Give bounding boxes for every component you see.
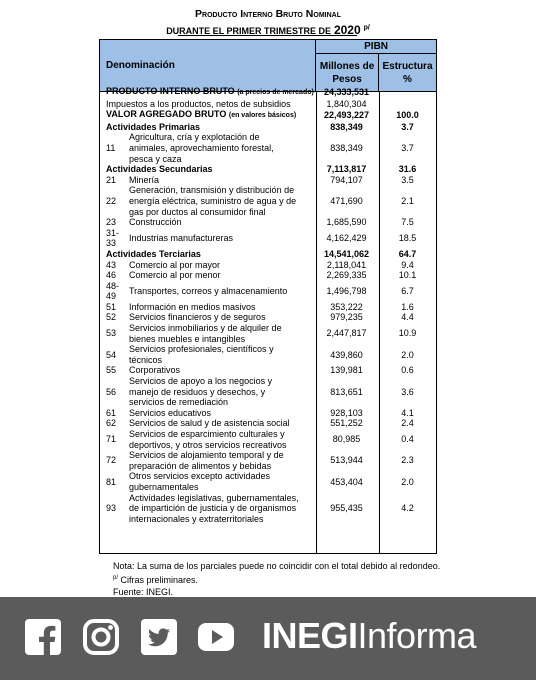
table-row (99, 365, 437, 376)
value-millones-pesos: 353,222 (330, 301, 363, 312)
table-row (99, 429, 437, 450)
value-millones-pesos: 7,113,817 (326, 164, 367, 175)
activity-name-line: Minería (129, 174, 160, 185)
total-row (99, 109, 437, 122)
brand-inegi: INEGI (262, 615, 358, 656)
activity-name (129, 344, 315, 365)
value-estructura-pct: 7.5 (401, 217, 414, 228)
value-millones-pesos: 4,162,429 (326, 233, 367, 244)
value-estructura-pct: 1.6 (401, 301, 414, 312)
header-pibn: PIBN (316, 40, 437, 54)
value-millones-pesos: 2,447,817 (326, 328, 367, 339)
activity-name-line: Servicios de alojamiento temporal y de (129, 450, 284, 461)
table-row (99, 175, 437, 186)
row-label-text: PRODUCTO INTERNO BRUTO (106, 86, 235, 96)
activity-code: 22 (106, 195, 117, 206)
activity-name-line: de impartición de justicia y de organismos (129, 503, 297, 514)
value-estructura-pct: 0.6 (401, 365, 414, 376)
table-row (99, 132, 437, 164)
activity-code: 48-49 (106, 280, 120, 302)
activity-code: 93 (106, 503, 117, 514)
row-label (99, 164, 315, 175)
activity-name (129, 376, 315, 408)
activity-name (129, 217, 315, 228)
activity-code: 51 (106, 301, 117, 312)
value-millones-pesos: 551,252 (330, 418, 363, 429)
activity-code: 72 (106, 455, 117, 466)
table-row (99, 323, 437, 344)
title-line-1: Producto Interno Bruto Nominal (195, 8, 341, 20)
row-label-text: Actividades Terciarias (106, 248, 201, 259)
activity-code: 54 (106, 349, 117, 360)
table-row (99, 312, 437, 323)
value-estructura-pct: 4.4 (401, 312, 414, 323)
table-notes (113, 561, 440, 598)
activity-name-line: Actividades legislativas, gubernamentales, (129, 492, 299, 503)
table-row (99, 418, 437, 429)
activity-name (129, 408, 315, 419)
value-millones-pesos: 979,235 (330, 312, 363, 323)
activity-name (129, 302, 315, 313)
table-row (99, 493, 437, 525)
note-rounding: Nota: La suma de los parciales puede no coincidir con el total debido al redondeo. (113, 561, 441, 571)
brand-informa: Informa (357, 615, 477, 656)
header-pct-line-2: % (403, 73, 412, 85)
value-estructura-pct: 64.7 (398, 248, 417, 259)
activity-name-line: Corporativos (129, 365, 181, 376)
value-estructura-pct: 10.9 (398, 328, 417, 339)
value-estructura-pct: 18.5 (398, 233, 417, 244)
header-value-line-2: Pesos (332, 73, 362, 85)
activity-name-line: gas por ductos al consumidor final (129, 206, 266, 217)
value-estructura-pct: 3.7 (401, 142, 414, 153)
activity-name-line: bienes muebles e intangibles (129, 333, 246, 344)
table-row (99, 260, 437, 271)
table-row (99, 217, 437, 228)
activity-name (129, 418, 315, 429)
title-year: 2020 (333, 23, 361, 37)
value-millones-pesos: 838,349 (330, 142, 363, 153)
activity-code: 21 (106, 174, 117, 185)
section-row (99, 249, 437, 260)
activity-name-line: Servicios de esparcimiento culturales y (129, 429, 285, 439)
activity-code: 31-33 (106, 227, 120, 249)
title-line-2: DURANTE EL PRIMER TRIMESTRE DE (166, 26, 332, 36)
table-row (99, 376, 437, 408)
value-millones-pesos: 2,118,041 (326, 259, 367, 270)
value-estructura-pct: 2.4 (401, 418, 414, 429)
activity-name-line: deportivos, y otros servicios recreativos (129, 439, 287, 450)
title-underline (178, 35, 357, 36)
activity-name-line: Información en medios masivos (129, 301, 256, 312)
value-millones-pesos: 813,651 (330, 386, 363, 397)
table-header (99, 39, 437, 92)
activity-name-line: Generación, transmisión y distribución de (129, 185, 295, 196)
activity-name-line: Industrias manufactureras (129, 233, 234, 244)
activity-name-line: Agricultura, cría y explotación de (129, 132, 260, 143)
value-estructura-pct: 2.0 (401, 476, 414, 487)
value-millones-pesos: 928,103 (330, 407, 363, 418)
value-estructura-pct: 31.6 (398, 164, 417, 175)
table-row (99, 344, 437, 365)
header-denominacion: Denominación (100, 40, 316, 92)
activity-name (129, 260, 315, 271)
header-value-line-1: Millones de (319, 60, 375, 72)
row-label (99, 122, 315, 133)
activity-name-line: manejo de residuos y desechos, y (129, 386, 266, 397)
activity-name (129, 233, 315, 244)
value-millones-pesos: 838,349 (330, 121, 363, 132)
title-superscript: p/ (363, 24, 370, 32)
table-row (99, 185, 437, 217)
activity-name-line: técnicos (129, 354, 163, 365)
row-label-text: Actividades Primarias (106, 121, 201, 132)
note-preliminary-mark: p/ (113, 574, 119, 581)
activity-code: 61 (106, 407, 117, 418)
activity-name-line: Comercio al por menor (129, 270, 221, 281)
instagram-icon[interactable] (82, 618, 120, 656)
activity-code: 52 (106, 312, 117, 323)
activity-code: 62 (106, 418, 117, 429)
activity-name (129, 286, 315, 297)
activity-name-line: pesca y caza (129, 153, 182, 164)
table-row (99, 471, 437, 492)
row-label-text: Impuestos a los productos, netos de subsidios (106, 98, 291, 109)
value-millones-pesos: 439,860 (330, 349, 363, 360)
value-estructura-pct: 3.6 (401, 386, 414, 397)
facebook-icon[interactable] (24, 618, 62, 656)
activity-name-line: animales, aprovechamiento forestal, (129, 142, 274, 153)
activity-name-line: servicios de remediación (129, 397, 229, 408)
table-row (99, 99, 437, 110)
activity-name (129, 450, 315, 471)
activity-name (129, 175, 315, 186)
section-row (99, 122, 437, 133)
activity-name-line: Servicios profesionales, científicos y (129, 344, 274, 355)
value-millones-pesos: 955,435 (330, 503, 363, 514)
value-estructura-pct: 4.1 (401, 407, 414, 418)
activity-name-line: Construcción (129, 217, 182, 228)
total-row (99, 86, 437, 99)
activity-name-line: gubernamentales (129, 481, 199, 492)
activity-name-line: preparación de alimentos y bebidas (129, 460, 272, 471)
activity-name (129, 471, 315, 492)
twitter-icon[interactable] (140, 618, 178, 656)
row-label-note: (en valores básicos) (228, 112, 297, 120)
value-estructura-pct: 10.1 (398, 270, 417, 281)
row-label (99, 109, 315, 122)
value-millones-pesos: 1,840,304 (326, 98, 367, 109)
table-row (99, 408, 437, 419)
note-preliminary-text: Cifras preliminares. (120, 574, 199, 585)
value-millones-pesos: 471,690 (330, 195, 363, 206)
value-millones-pesos: 1,496,798 (326, 285, 367, 296)
youtube-icon[interactable] (197, 618, 235, 656)
inegi-informa-logo[interactable] (262, 615, 476, 657)
row-label-text: Actividades Secundarias (106, 164, 213, 175)
table-row (99, 228, 437, 249)
row-label-note: (a precios de mercado) (237, 89, 314, 96)
value-millones-pesos: 22,493,227 (323, 110, 370, 121)
activity-code: 23 (106, 217, 117, 228)
value-millones-pesos: 453,404 (330, 476, 363, 487)
activity-name (129, 185, 315, 217)
value-estructura-pct: 3.7 (401, 121, 414, 132)
row-label-text: VALOR AGREGADO BRUTO (106, 109, 227, 120)
activity-name-line: Servicios de apoyo a los negocios y (129, 376, 273, 387)
activity-code: 81 (106, 476, 117, 487)
value-millones-pesos: 80,985 (332, 434, 361, 445)
activity-name (129, 323, 315, 344)
activity-code: 71 (106, 434, 117, 445)
activity-code: 56 (106, 386, 117, 397)
activity-name-line: Transportes, correos y almacenamiento (129, 285, 288, 296)
activity-name (129, 270, 315, 281)
value-millones-pesos: 513,944 (330, 455, 363, 466)
activity-name (129, 132, 315, 164)
value-estructura-pct: 2.1 (401, 195, 414, 206)
activity-code: 55 (106, 365, 117, 376)
note-preliminary (113, 573, 440, 587)
table-row (99, 270, 437, 281)
value-millones-pesos: 24,333,531 (323, 87, 370, 97)
activity-code: 11 (106, 142, 116, 153)
activity-name (129, 365, 315, 376)
activity-name (129, 312, 315, 323)
table-body (99, 86, 437, 524)
activity-code: 46 (106, 270, 117, 281)
value-millones-pesos: 1,685,590 (326, 217, 367, 228)
value-estructura-pct: 6.7 (401, 285, 414, 296)
value-millones-pesos: 139,981 (330, 365, 363, 376)
activity-name-line: Otros servicios excepto actividades (129, 471, 271, 482)
table-row (99, 450, 437, 471)
activity-name-line: Servicios de salud y de asistencia social (129, 418, 290, 429)
row-label (99, 86, 315, 99)
value-millones-pesos: 2,269,335 (326, 270, 367, 281)
note-source: Fuente: INEGI. (113, 586, 174, 597)
value-estructura-pct: 2.3 (401, 455, 414, 466)
activity-name-line: Servicios inmobiliarios y de alquiler de (129, 323, 282, 334)
footer-banner (0, 597, 536, 680)
value-estructura-pct: 0.4 (401, 434, 414, 445)
row-label (99, 249, 315, 260)
activity-name (129, 429, 315, 450)
table-row (99, 302, 437, 313)
activity-code: 43 (106, 259, 117, 270)
value-millones-pesos: 14,541,062 (323, 248, 370, 259)
activity-name-line: Comercio al por mayor (129, 259, 221, 270)
section-row (99, 164, 437, 175)
table-row (99, 281, 437, 302)
value-estructura-pct: 100.0 (396, 110, 419, 121)
header-pct-line-1: Estructura (382, 60, 433, 72)
value-millones-pesos: 794,107 (330, 174, 363, 185)
value-estructura-pct: 9.4 (401, 259, 414, 270)
value-estructura-pct: 4.2 (401, 503, 414, 514)
activity-name-line: energía eléctrica, suministro de agua y de (129, 195, 297, 206)
activity-name-line: Servicios financieros y de seguros (129, 312, 266, 323)
row-label (99, 99, 315, 110)
activity-name-line: Servicios educativos (129, 407, 212, 418)
value-estructura-pct: 2.0 (401, 349, 414, 360)
activity-name (129, 493, 315, 525)
table-title (0, 8, 536, 20)
activity-code: 53 (106, 328, 117, 339)
activity-name-line: internacionales y extraterritoriales (129, 513, 264, 524)
value-estructura-pct: 3.5 (401, 174, 414, 185)
